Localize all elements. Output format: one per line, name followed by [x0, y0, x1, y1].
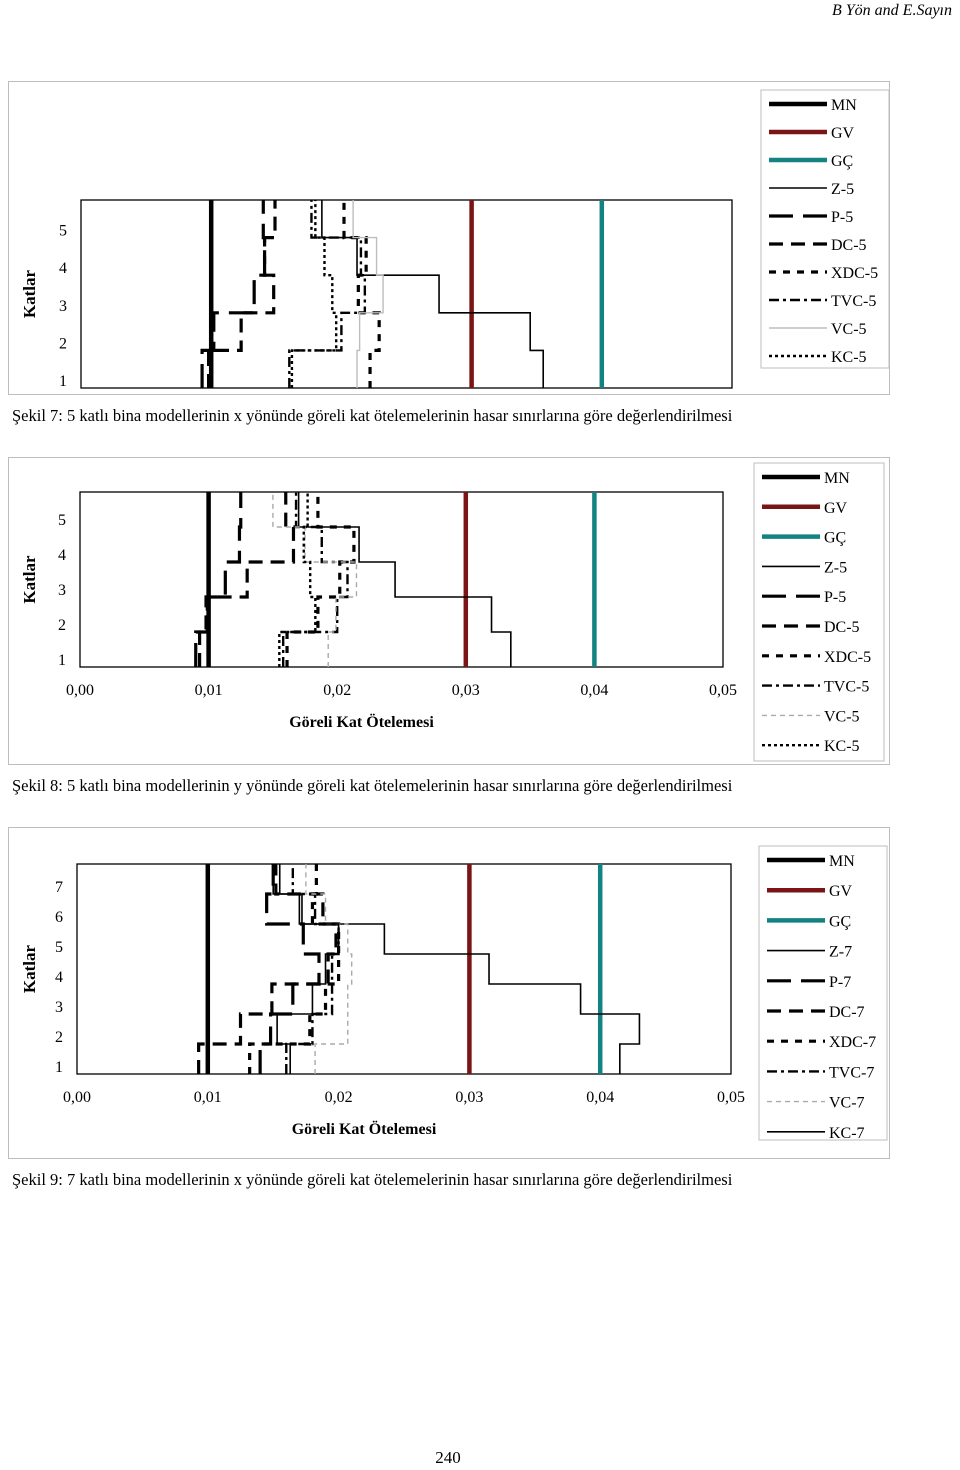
legend-label: TVC-5: [824, 678, 870, 696]
legend-label: P-5: [824, 589, 847, 607]
x-tick-label: 0,04: [586, 1089, 615, 1106]
x-tick-label: 0,02: [324, 1089, 353, 1106]
legend-label: DC-5: [831, 237, 867, 254]
chart-frame-figure-8: [8, 457, 890, 765]
chart-figure-9: [9, 828, 891, 1160]
x-tick-label: 0,04: [580, 682, 609, 699]
legend-label: DC-5: [824, 619, 860, 636]
y-tick-label: 5: [59, 222, 67, 240]
x-axis-label: Göreli Kat Ötelemesi: [291, 1121, 437, 1138]
chart-figure-8: [9, 458, 891, 766]
legend-label: TVC-5: [831, 293, 877, 310]
y-tick-label: 5: [58, 512, 66, 529]
legend-label: TVC-7: [829, 1064, 875, 1082]
plot-area: [81, 200, 732, 388]
x-tick-label: 0,05: [709, 682, 737, 699]
legend-label: KC-5: [831, 349, 867, 366]
legend-label: MN: [831, 97, 857, 114]
x-tick-label: 0,03: [455, 1089, 484, 1106]
y-tick-label: 2: [55, 1029, 63, 1046]
legend-label: GÇ: [829, 913, 852, 931]
plot-area: [80, 492, 723, 667]
running-header: B Yön and E.Sayın: [832, 2, 952, 19]
y-tick-label: 1: [59, 373, 67, 390]
legend-label: XDC-5: [831, 265, 879, 282]
legend-label: XDC-7: [829, 1034, 877, 1052]
legend-label: GV: [829, 883, 853, 901]
y-tick-label: 3: [58, 582, 66, 599]
legend-label: Z-7: [829, 943, 853, 961]
y-axis-label: Katlar: [20, 555, 39, 604]
legend-label: VC-5: [831, 321, 867, 338]
x-tick-label: 0,03: [451, 682, 480, 699]
chart-frame-figure-7: [8, 81, 890, 395]
x-tick-label: 0,01: [193, 1089, 222, 1106]
x-tick-label: 0,01: [194, 682, 223, 699]
plot-area: [77, 864, 731, 1074]
legend-label: DC-7: [829, 1004, 865, 1021]
page-number: 240: [435, 1448, 461, 1467]
figure-8-caption: Şekil 8: 5 katlı bina modellerinin y yönünde göreli kat ötelemelerinin hasar sınırlarına göre değerlendirilmesi: [12, 776, 733, 795]
legend-label: MN: [829, 853, 855, 870]
chart-figure-7: [9, 82, 891, 396]
x-axis-label: Göreli Kat Ötelemesi: [289, 714, 434, 731]
legend-label: VC-5: [824, 708, 860, 726]
legend-label: Z-5: [831, 181, 855, 198]
y-tick-label: 3: [55, 999, 63, 1016]
y-tick-label: 5: [55, 939, 63, 956]
figure-9-caption: Şekil 9: 7 katlı bina modellerinin x yönünde göreli kat ötelemelerinin hasar sınırlarına göre değerlendirilmesi: [12, 1170, 733, 1189]
y-tick-label: 1: [55, 1059, 63, 1076]
y-tick-label: 3: [59, 297, 67, 315]
legend-label: P-5: [831, 209, 854, 226]
legend-label: KC-7: [829, 1124, 865, 1142]
legend-label: GV: [831, 125, 855, 142]
y-tick-label: 7: [55, 879, 63, 896]
x-tick-label: 0,00: [63, 1089, 91, 1106]
legend-label: P-7: [829, 973, 852, 991]
chart-frame-figure-9: [8, 827, 890, 1159]
y-tick-label: 4: [55, 969, 63, 986]
legend-label: XDC-5: [824, 648, 872, 666]
legend-label: GV: [824, 499, 848, 517]
y-tick-label: 1: [58, 652, 66, 669]
legend-label: VC-7: [829, 1094, 865, 1112]
legend-label: KC-5: [824, 738, 860, 756]
y-tick-label: 6: [55, 909, 63, 926]
figure-7-caption: Şekil 7: 5 katlı bina modellerinin x yönünde göreli kat ötelemelerinin hasar sınırlarına göre değerlendirilmesi: [12, 406, 733, 425]
y-tick-label: 2: [59, 335, 67, 353]
legend-label: GÇ: [824, 529, 847, 547]
x-tick-label: 0,05: [717, 1089, 745, 1106]
y-tick-label: 4: [59, 260, 67, 278]
legend-label: MN: [824, 470, 850, 487]
y-axis-label: Katlar: [20, 269, 39, 319]
y-tick-label: 4: [58, 547, 66, 564]
legend-label: Z-5: [824, 559, 848, 577]
y-axis-label: Katlar: [20, 944, 39, 994]
x-tick-label: 0,02: [323, 682, 352, 699]
legend-label: GÇ: [831, 153, 854, 170]
x-tick-label: 0,00: [66, 682, 94, 699]
y-tick-label: 2: [58, 617, 66, 634]
